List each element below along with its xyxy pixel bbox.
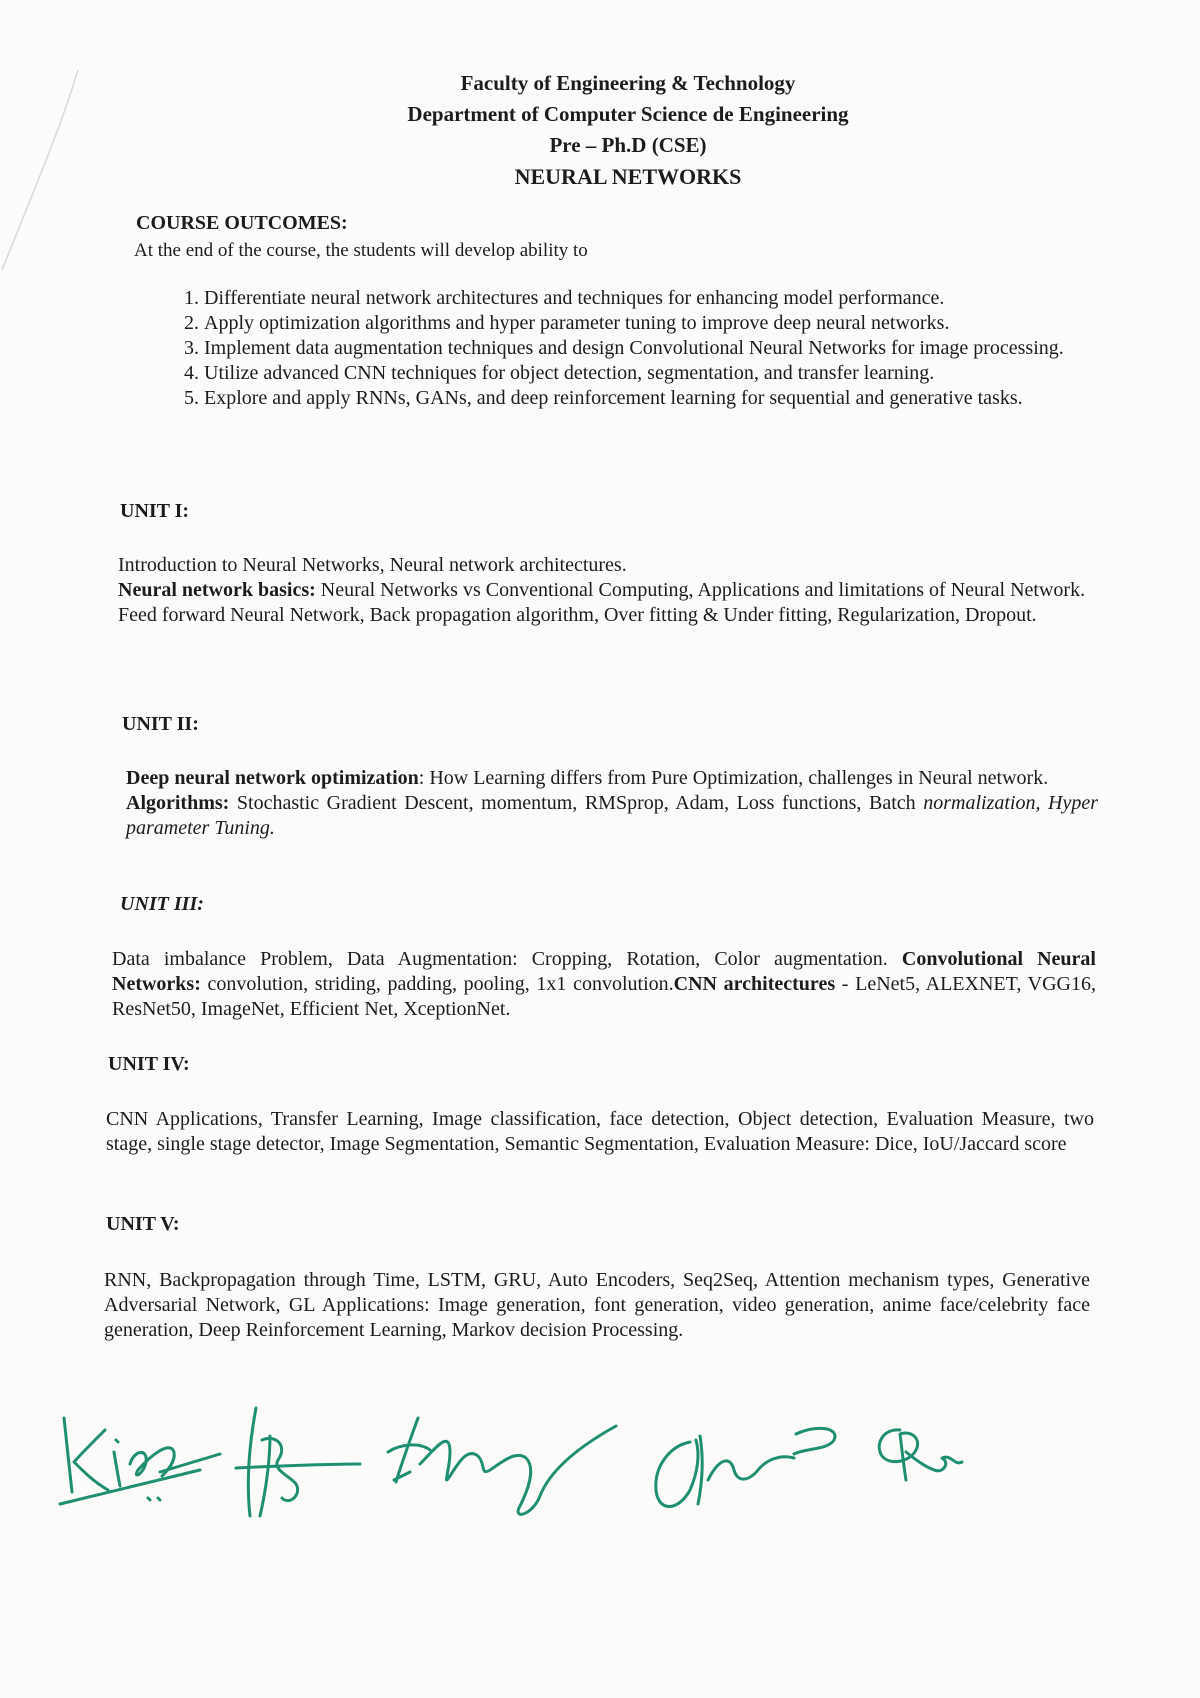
unit3-text1: Data imbalance Problem, Data Augmentation: Cropping, Rotation, Color augmentation. [112, 948, 902, 970]
course-title: NEURAL NETWORKS [514, 164, 742, 189]
unit2-body [126, 766, 1098, 841]
unit5-title: UNIT V: [106, 1213, 180, 1235]
unit2-alg-italic: normalization, Hyper parameter Tuning. [126, 792, 1098, 839]
outcome-item: 5. Explore and apply RNNs, GANs, and deep reinforcement learning for sequential and generative tasks. [204, 386, 1126, 410]
signatures [50, 1400, 1040, 1530]
signature-5 [879, 1430, 962, 1480]
outcome-item: 2. Apply optimization algorithms and hyper parameter tuning to improve deep neural networks. [204, 311, 1126, 335]
unit1-basics-text: Neural Networks vs Conventional Computing, Applications and limitations of Neural Network. [315, 579, 1086, 601]
unit1-basics [118, 578, 1116, 603]
signature-4 [656, 1428, 835, 1506]
unit4-body [106, 1107, 1094, 1157]
unit3-text3: - LeNet5, ALEXNET, VGG16, ResNet50, ImageNet, Efficient Net, XceptionNet. [112, 973, 1096, 1020]
faculty-name: Faculty of Engineering & Technology [460, 71, 796, 95]
unit2-opt-label: Deep neural network optimization [126, 767, 419, 789]
outcomes-heading: COURSE OUTCOMES: [136, 212, 348, 234]
signature-3 [388, 1418, 616, 1514]
unit5-text: RNN, Backpropagation through Time, LSTM, GRU, Auto Encoders, Seq2Seq, Attention mechanism types, Generative Adversarial Network, GL Applications: Image generation, font generation, video generation, anime face/celebrity face generation, Deep Reinforcement Learning, Markov decision Processing. [104, 1269, 1090, 1341]
unit2-optimization [126, 766, 1098, 791]
outcome-item: 1. Differentiate neural network architectures and techniques for enhancing model performance. [204, 286, 1126, 310]
unit2-alg-text: Stochastic Gradient Descent, momentum, RMSprop, Adam, Loss functions, Batch [229, 792, 924, 814]
unit1-title: UNIT I: [120, 500, 190, 522]
unit2-algorithms [126, 791, 1098, 841]
unit3-text [112, 947, 1096, 1022]
unit2-opt-text: : How Learning differs from Pure Optimization, challenges in Neural network. [418, 767, 1049, 789]
unit3-cnn-label: Convolutional Neural Networks: [112, 948, 1096, 995]
unit4-title: UNIT IV: [108, 1053, 190, 1075]
signature-1 [60, 1418, 220, 1504]
unit3-arch-label: CNN architectures [673, 973, 836, 995]
outcomes-list [196, 286, 1126, 411]
program-name: Pre – Ph.D (CSE) [549, 133, 707, 157]
unit3-body [112, 947, 1096, 1022]
outcome-item: 4. Utilize advanced CNN techniques for object detection, segmentation, and transfer learning. [204, 361, 1126, 385]
unit1-body [118, 553, 1116, 628]
outcomes-intro: At the end of the course, the students will develop ability to [134, 240, 588, 261]
unit4-text: CNN Applications, Transfer Learning, Image classification, face detection, Object detection, Evaluation Measure, two stage, single stage detector, Image Segmentation, Semantic Segmentation, Evaluation Measure: Dice, IoU/Jaccard score [106, 1108, 1094, 1155]
unit1-basics-label: Neural network basics: [118, 579, 316, 601]
signature-2 [236, 1408, 360, 1516]
unit1-line3: Feed forward Neural Network, Back propagation algorithm, Over fitting & Under fitting, Regularization, Dropout. [118, 604, 1037, 626]
unit3-text2: convolution, striding, padding, pooling, 1x1 convolution. [200, 973, 674, 995]
unit5-body [104, 1268, 1090, 1343]
unit3-title: UNIT III: [120, 893, 204, 915]
unit1-line1: Introduction to Neural Networks, Neural network architectures. [118, 554, 627, 576]
outcome-item: 3. Implement data augmentation techniques and design Convolutional Neural Networks for image processing. [204, 336, 1126, 360]
department-name: Department of Computer Science de Engineering [407, 102, 849, 126]
unit2-title: UNIT II: [122, 713, 199, 735]
document-header [0, 68, 1200, 192]
unit2-alg-label: Algorithms: [126, 792, 230, 814]
